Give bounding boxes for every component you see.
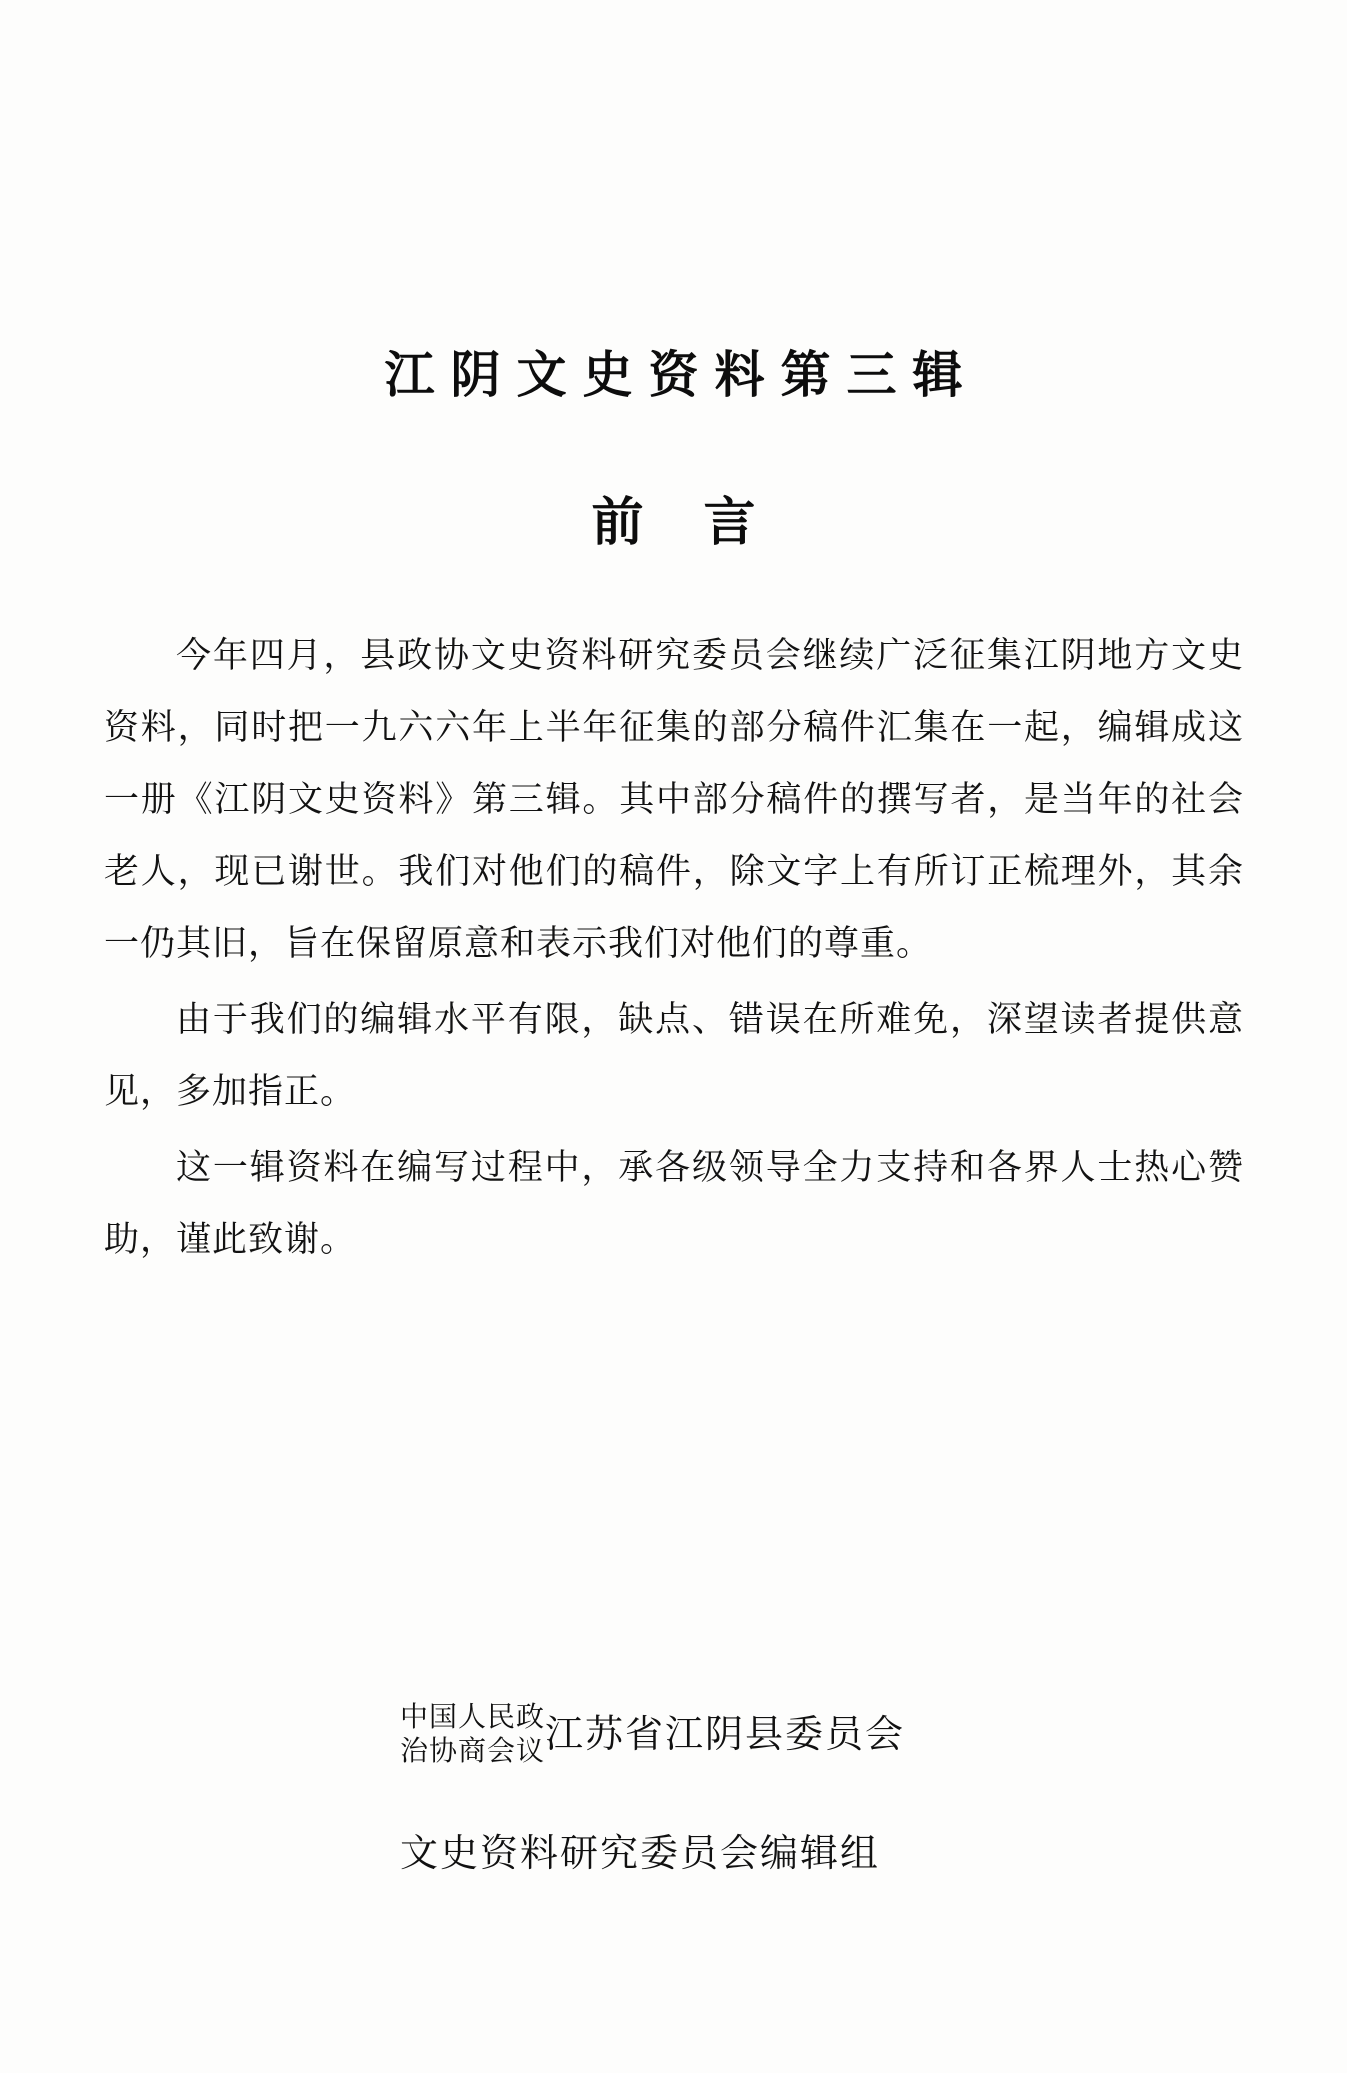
signature-stacked-prefix — [400, 1700, 545, 1768]
page-title: 江阴文史资料第三辑 — [384, 345, 979, 404]
signature-stacked-top: 中国人民政 — [400, 1700, 546, 1733]
signature-main-line: 江苏省江阴县委员会 — [545, 1712, 906, 1756]
body-text — [104, 620, 1244, 1280]
signature-block — [0, 1700, 1347, 1877]
signature-line-one — [0, 1700, 1347, 1768]
paragraph-2: 由于我们的编辑水平有限，缺点、错误在所难免，深望读者提供意见，多加指正。 — [104, 1000, 1244, 1112]
document-subtitle: 前言 — [591, 492, 816, 553]
paragraph-3: 这一辑资料在编写过程中，承各级领导全力支持和各界人士热心赞助，谨此致谢。 — [104, 1148, 1244, 1260]
signature-stacked-bottom: 治协商会议 — [400, 1734, 546, 1767]
signature-second-line: 文史资料研究委员会编辑组 — [400, 1831, 881, 1875]
paragraph-1: 今年四月，县政协文史资料研究委员会继续广泛征集江阴地方文史资料，同时把一九六六年上半年征集的部分稿件汇集在一起，编辑成这一册《江阴文史资料》第三辑。其中部分稿件的撰写者，是当年的社会老人，现已谢世。我们对他们的稿件，除文字上有所订正梳理外，其余一仍其旧，旨在保留原意和表示我们对他们的尊重。 — [104, 636, 1244, 964]
